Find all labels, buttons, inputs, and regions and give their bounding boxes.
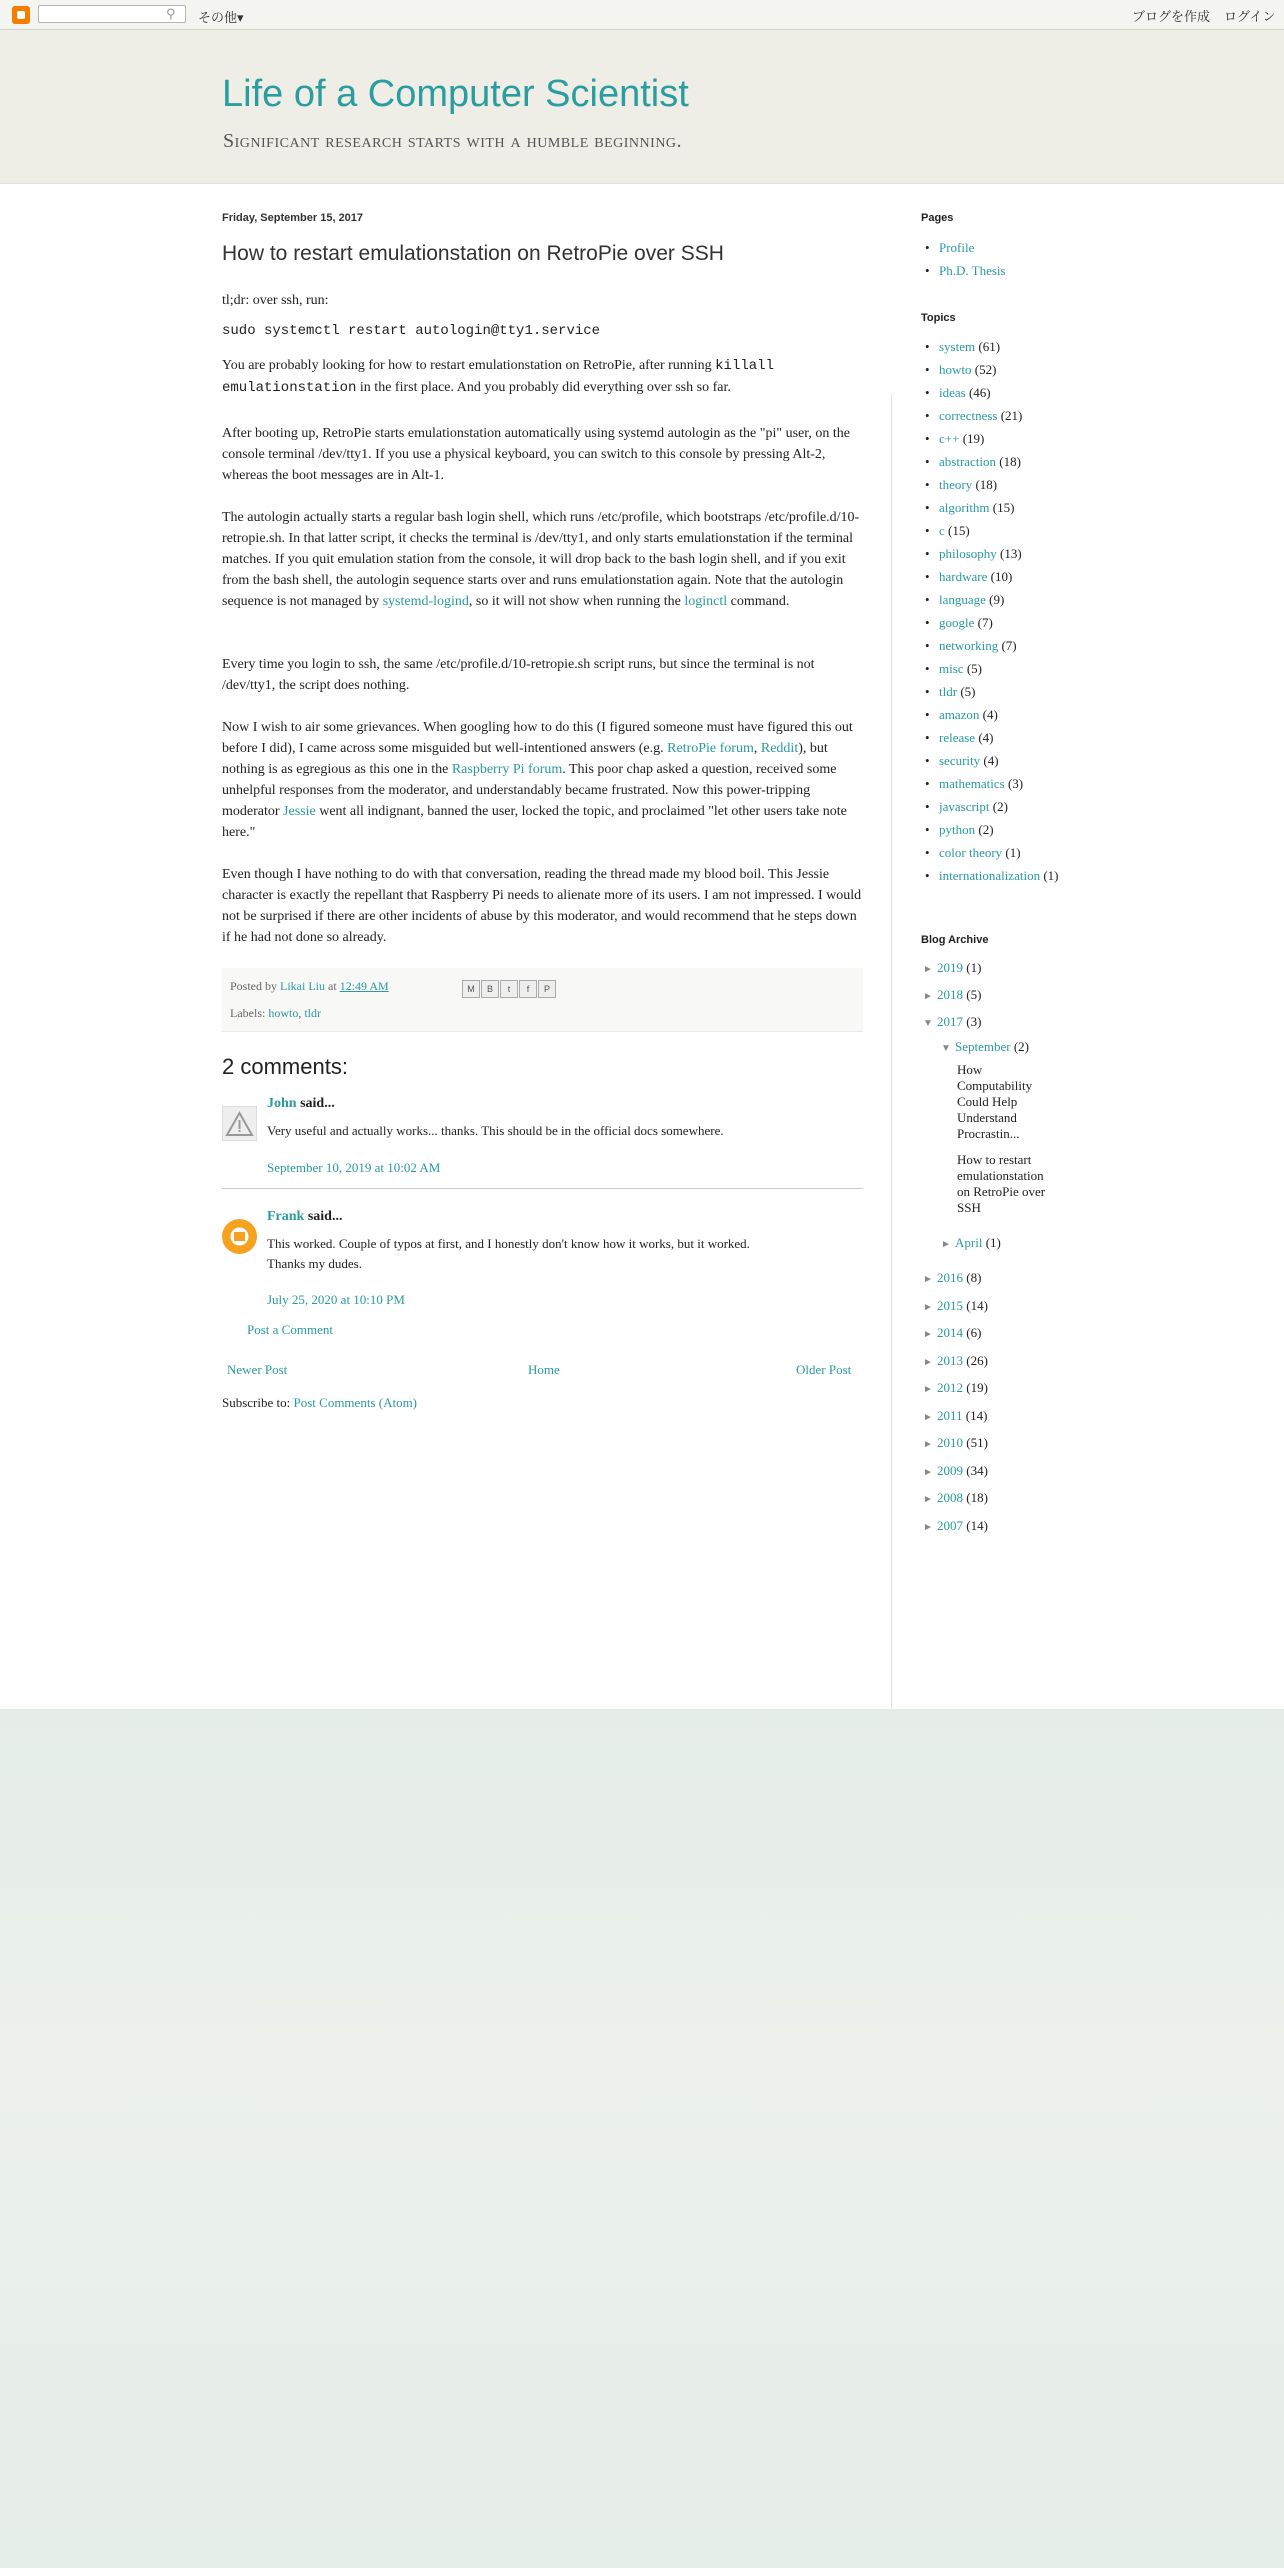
collapsed-arrow-icon: ► <box>923 1356 933 1368</box>
archive-year-item[interactable]: ► 2011 (14) <box>923 1407 988 1423</box>
search-input[interactable] <box>38 5 186 23</box>
share-buttons <box>462 980 557 998</box>
comment-body: Very useful and actually works... thanks. This should be in the official docs somewhere. <box>267 1123 724 1138</box>
archive-post-emulationstation[interactable]: How to restart emulationstation on RetroPie over SSH <box>957 1152 1046 1215</box>
topic-item[interactable]: • correctness (21) <box>921 404 1081 427</box>
collapsed-arrow-icon: ► <box>923 964 933 975</box>
facebook-share-icon[interactable]: f <box>519 980 537 998</box>
archive-month-september[interactable]: ▼ September (2) <box>941 1039 1030 1054</box>
post-paragraph-4: Every time you login to ssh, the same /etc/profile.d/10-retropie.sh script runs, but since the terminal is not /dev/tty1, the script does nothing. <box>222 657 815 693</box>
collapsed-arrow-icon: ► <box>923 1274 933 1285</box>
topic-item[interactable]: • hardware (10) <box>921 565 1081 588</box>
older-post-link[interactable]: Older Post <box>796 1362 852 1377</box>
comment-timestamp-link[interactable]: July 25, 2020 at 10:10 PM <box>267 1292 405 1307</box>
topic-item[interactable]: • javascript (2) <box>921 795 1081 818</box>
home-link[interactable]: Home <box>528 1362 560 1377</box>
expanded-arrow-icon: ▼ <box>941 1043 951 1054</box>
label-tldr-link[interactable]: tldr <box>304 1006 321 1020</box>
post-labels: Labels: howto, tldr <box>230 1006 321 1020</box>
topic-item[interactable]: • security (4) <box>921 749 1081 772</box>
more-menu[interactable]: その他▾ <box>198 10 244 25</box>
topic-item[interactable]: • amazon (4) <box>921 703 1081 726</box>
collapsed-arrow-icon: ► <box>923 1329 933 1340</box>
pages-widget-title: Pages <box>921 212 954 224</box>
post-date: Friday, September 15, 2017 <box>222 212 364 224</box>
topic-item[interactable]: • mathematics (3) <box>921 772 1081 795</box>
archive-year-2018[interactable]: ► 2018 (5) <box>923 987 982 1002</box>
archive-year-item[interactable]: ► 2008 (18) <box>923 1490 988 1505</box>
retropie-forum-link[interactable]: RetroPie forum <box>667 741 754 756</box>
label-howto-link[interactable]: howto <box>268 1006 299 1020</box>
post-comment-link[interactable]: Post a Comment <box>247 1322 333 1337</box>
pinterest-share-icon[interactable]: P <box>538 980 556 998</box>
create-blog-link[interactable]: ブログを作成 <box>1132 9 1211 24</box>
post-author-link[interactable]: Likai Liu <box>280 979 326 993</box>
topics-widget-title: Topics <box>921 312 956 324</box>
email-share-icon[interactable]: M <box>462 980 480 998</box>
archive-month-april[interactable]: ► April (1) <box>941 1235 1001 1250</box>
topic-item[interactable]: • release (4) <box>921 726 1081 749</box>
collapsed-arrow-icon: ► <box>923 1494 933 1505</box>
anonymous-avatar-icon <box>222 1106 257 1141</box>
topic-item[interactable]: • system (61) <box>921 335 1081 358</box>
raspberry-pi-forum-link[interactable]: Raspberry Pi forum <box>451 762 563 777</box>
archive-year-item[interactable]: ► 2015 (14) <box>923 1297 988 1313</box>
topic-item[interactable]: • misc (5) <box>921 657 1081 680</box>
page-link-thesis[interactable]: • Ph.D. Thesis <box>921 259 1081 282</box>
post-time-link[interactable]: 12:49 AM <box>339 979 389 993</box>
blog-description: Significant research starts with a humble beginning. <box>223 130 683 152</box>
archive-year-item[interactable]: ► 2009 (34) <box>923 1462 988 1478</box>
topic-item[interactable]: • c (15) <box>921 519 1081 542</box>
topic-item[interactable]: • internationalization (1) <box>921 864 1081 887</box>
archive-year-2017[interactable]: ▼ 2017 (3) <box>923 1014 982 1029</box>
topic-item[interactable]: • theory (18) <box>921 473 1081 496</box>
newer-post-link[interactable]: Newer Post <box>227 1362 288 1377</box>
subscribe-atom-link[interactable]: Post Comments (Atom) <box>293 1395 418 1410</box>
archive-year-item[interactable]: ► 2012 (19) <box>923 1380 988 1395</box>
expanded-arrow-icon: ▼ <box>923 1018 933 1029</box>
collapsed-arrow-icon: ► <box>923 1384 933 1395</box>
post-tldr: tl;dr: over ssh, run: <box>222 293 329 308</box>
archive-post-computability[interactable]: How Computability Could Help Understand Procrastin... <box>957 1062 1033 1141</box>
twitter-share-icon[interactable]: t <box>500 980 518 998</box>
post-paragraph-1: You are probably looking for how to restart emulationstation on RetroPie, after running killall emulationstation in the first place. And you probably did everything over ssh so far. <box>222 358 774 396</box>
blogger-avatar-icon <box>222 1219 257 1254</box>
post-title: How to restart emulationstation on RetroPie over SSH <box>222 242 724 265</box>
archive-year-item[interactable]: ► 2014 (6) <box>923 1325 982 1340</box>
column-divider <box>891 394 892 1724</box>
topic-item[interactable]: • ideas (46) <box>921 381 1081 404</box>
comment-author-link[interactable]: Frank <box>267 1209 305 1224</box>
page-link-profile[interactable]: • Profile <box>921 236 1081 259</box>
collapsed-arrow-icon: ► <box>923 1411 933 1423</box>
topic-item[interactable]: • color theory (1) <box>921 841 1081 864</box>
comment-author-line: John said... <box>267 1096 335 1111</box>
pages-list <box>921 236 1081 282</box>
search-icon[interactable]: ⚲ <box>166 6 176 21</box>
topic-item[interactable]: • google (7) <box>921 611 1081 634</box>
comment-author-line: Frank said... <box>267 1209 343 1224</box>
blog-header <box>0 30 1284 184</box>
comment-timestamp-link[interactable]: September 10, 2019 at 10:02 AM <box>267 1160 441 1175</box>
topic-item[interactable]: • howto (52) <box>921 358 1081 381</box>
collapsed-arrow-icon: ► <box>923 991 933 1002</box>
blog-title[interactable]: Life of a Computer Scientist <box>222 73 689 115</box>
collapsed-arrow-icon: ► <box>941 1239 951 1250</box>
systemd-logind-link[interactable]: systemd-logind <box>382 594 469 609</box>
topic-item[interactable]: • tldr (5) <box>921 680 1081 703</box>
post-byline: Posted by Likai Liu at 12:49 AM <box>230 979 389 993</box>
collapsed-arrow-icon: ► <box>923 1439 933 1450</box>
comment-author-link[interactable]: John <box>267 1096 297 1111</box>
blogger-navbar <box>0 0 1284 30</box>
comments-title: 2 comments: <box>222 1054 348 1079</box>
archive-year-item[interactable]: ► 2010 (51) <box>923 1435 988 1450</box>
archive-year-item[interactable]: ► 2007 (14) <box>923 1517 988 1533</box>
topic-item[interactable]: • c++ (19) <box>921 427 1081 450</box>
topic-item[interactable]: • algorithm (15) <box>921 496 1081 519</box>
blogger-logo-icon[interactable] <box>12 6 30 24</box>
reddit-link[interactable]: Reddit <box>760 741 799 756</box>
post-paragraph-2: After booting up, RetroPie starts emulationstation automatically using systemd autologin as the "pi" user, on the console terminal /dev/tty1. If you use a physical keyboard, you can switch to this console by pressing Alt-2, whereas the boot messages are in Alt-1. <box>222 426 850 483</box>
post-command: sudo systemctl restart autologin@tty1.service <box>222 323 601 339</box>
background-texture <box>0 1709 1284 2568</box>
comment-separator <box>222 1188 863 1189</box>
post-footer <box>222 968 863 1032</box>
blogthis-share-icon[interactable]: B <box>481 980 499 998</box>
collapsed-arrow-icon: ► <box>923 1466 933 1478</box>
post-paragraph-6: Even though I have nothing to do with that conversation, reading the thread made my blood boil. This Jessie character is exactly the repellant that Raspberry Pi needs to alienate more of its users. I am not impressed. I would not be surprised if there are other incidents of abuse by this moderator, and would recommend that he steps down if he had not done so already. <box>222 867 862 945</box>
topic-item[interactable]: • python (2) <box>921 818 1081 841</box>
topic-item[interactable]: • philosophy (13) <box>921 542 1081 565</box>
topic-item[interactable]: • networking (7) <box>921 634 1081 657</box>
login-link[interactable]: ログイン <box>1224 9 1276 24</box>
post-paragraph-3: The autologin actually starts a regular bash login shell, which runs /etc/profile, which bootstraps /etc/profile.d/10-retropie.sh. In that latter script, it checks the terminal is /dev/tty1, and only starts emulationstation if the terminal matches. If you quit emulation station from the console, it will drop back to the bash login shell, and if you exit from the bash shell, the autologin sequence starts over and runs emulationstation again. Note that the autologin sequence is not managed by systemd-logind, so it will not show when running the loginctl command. <box>222 510 860 609</box>
topic-item[interactable]: • language (9) <box>921 588 1081 611</box>
post-paragraph-5: Now I wish to air some grievances. When googling how to do this (I figured someone must have figured this out before I did), I came across some misguided but well-intentioned answers (e.g. RetroPie forum, Reddit), but nothing is as egregious as this one in the Raspberry Pi forum. This poor chap asked a question, received some unhelpful responses from the moderator, and understandably became frustrated. Now this power-tripping moderator Jessie went all indignant, banned the user, locked the topic, and proclaimed "let other users take note here." <box>222 720 853 840</box>
topics-list <box>921 335 1081 887</box>
archive-year-2019[interactable]: ► 2019 (1) <box>923 960 982 975</box>
collapsed-arrow-icon: ► <box>923 1301 933 1313</box>
archive-widget-title: Blog Archive <box>921 934 989 946</box>
jessie-link[interactable]: Jessie <box>283 804 316 819</box>
archive-year-item[interactable]: ► 2016 (8) <box>923 1270 982 1285</box>
loginctl-link[interactable]: loginctl <box>684 594 728 609</box>
archive-year-item[interactable]: ► 2013 (26) <box>923 1352 988 1368</box>
subscribe-line: Subscribe to: Post Comments (Atom) <box>222 1395 418 1410</box>
comment-body: This worked. Couple of typos at first, and I honestly don't know how it works, but it worked. Thanks my dudes. <box>267 1236 750 1271</box>
topic-item[interactable]: • abstraction (18) <box>921 450 1081 473</box>
collapsed-arrow-icon: ► <box>923 1521 933 1533</box>
content-panel <box>0 184 1284 1709</box>
